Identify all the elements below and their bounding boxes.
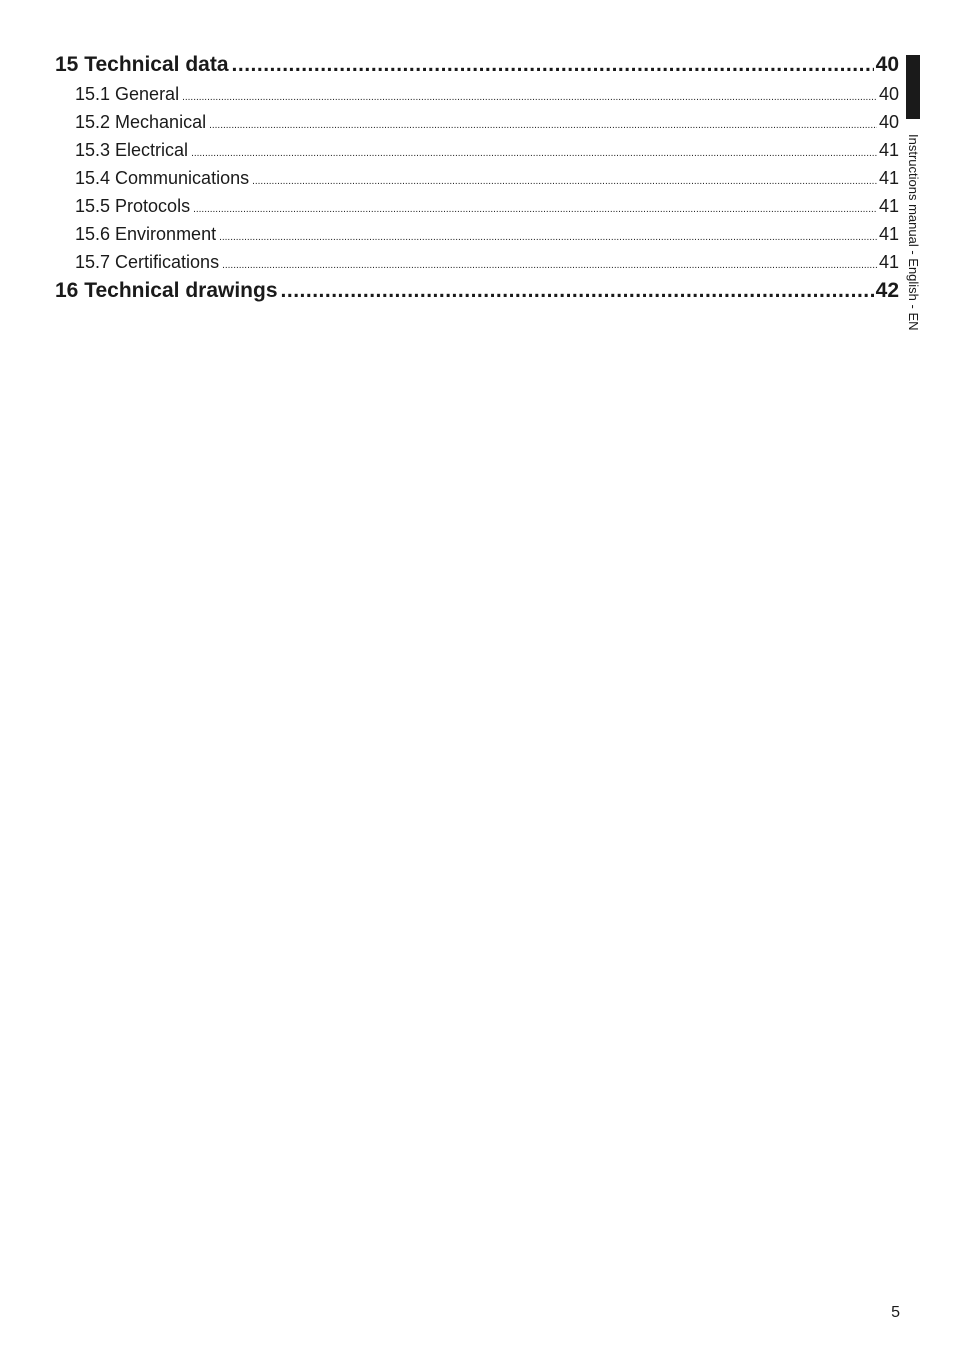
toc-entry-page: 41 [878,224,899,244]
toc-entry-certifications[interactable] [55,248,899,276]
side-label: Instructions manual - English - EN [906,134,921,331]
toc-entry-page: 40 [878,112,899,132]
dot-leader [209,112,877,140]
toc-entry-page: 41 [878,168,899,188]
toc-entry-protocols[interactable] [55,192,899,220]
toc-entry-title: 15.7 Certifications [75,252,220,272]
toc-entry-page: 40 [878,84,899,104]
toc-entry-mechanical[interactable] [55,108,899,136]
toc-entry-title: 15.4 Communications [75,168,250,188]
toc-entry-communications[interactable] [55,164,899,192]
toc-entry-general[interactable] [55,80,899,108]
toc-entry-title: 15.1 General [75,84,180,104]
dot-leader [232,50,874,80]
table-of-contents [55,50,899,306]
toc-entry-title: 15.5 Protocols [75,196,191,216]
dot-leader [193,196,877,224]
dot-leader [252,168,877,196]
toc-entry-page: 41 [878,252,899,272]
toc-entry-title: 15.6 Environment [75,224,217,244]
toc-entry-technical-data[interactable] [55,50,899,80]
dot-leader [191,140,877,168]
toc-entry-title: 15 Technical data [55,53,229,76]
toc-entry-page: 41 [878,140,899,160]
toc-entry-title: 15.2 Mechanical [75,112,207,132]
toc-entry-page: 40 [875,53,899,76]
page-number: 5 [891,1304,900,1321]
toc-entry-page: 41 [878,196,899,216]
toc-entry-title: 15.3 Electrical [75,140,189,160]
toc-entry-technical-drawings[interactable] [55,276,899,306]
dot-leader [182,84,877,112]
dot-leader [281,276,874,306]
toc-entry-electrical[interactable] [55,136,899,164]
dot-leader [219,224,877,252]
section-marker-bar [906,55,920,119]
toc-entry-page: 42 [875,279,899,302]
toc-entry-environment[interactable] [55,220,899,248]
toc-entry-title: 16 Technical drawings [55,279,278,302]
